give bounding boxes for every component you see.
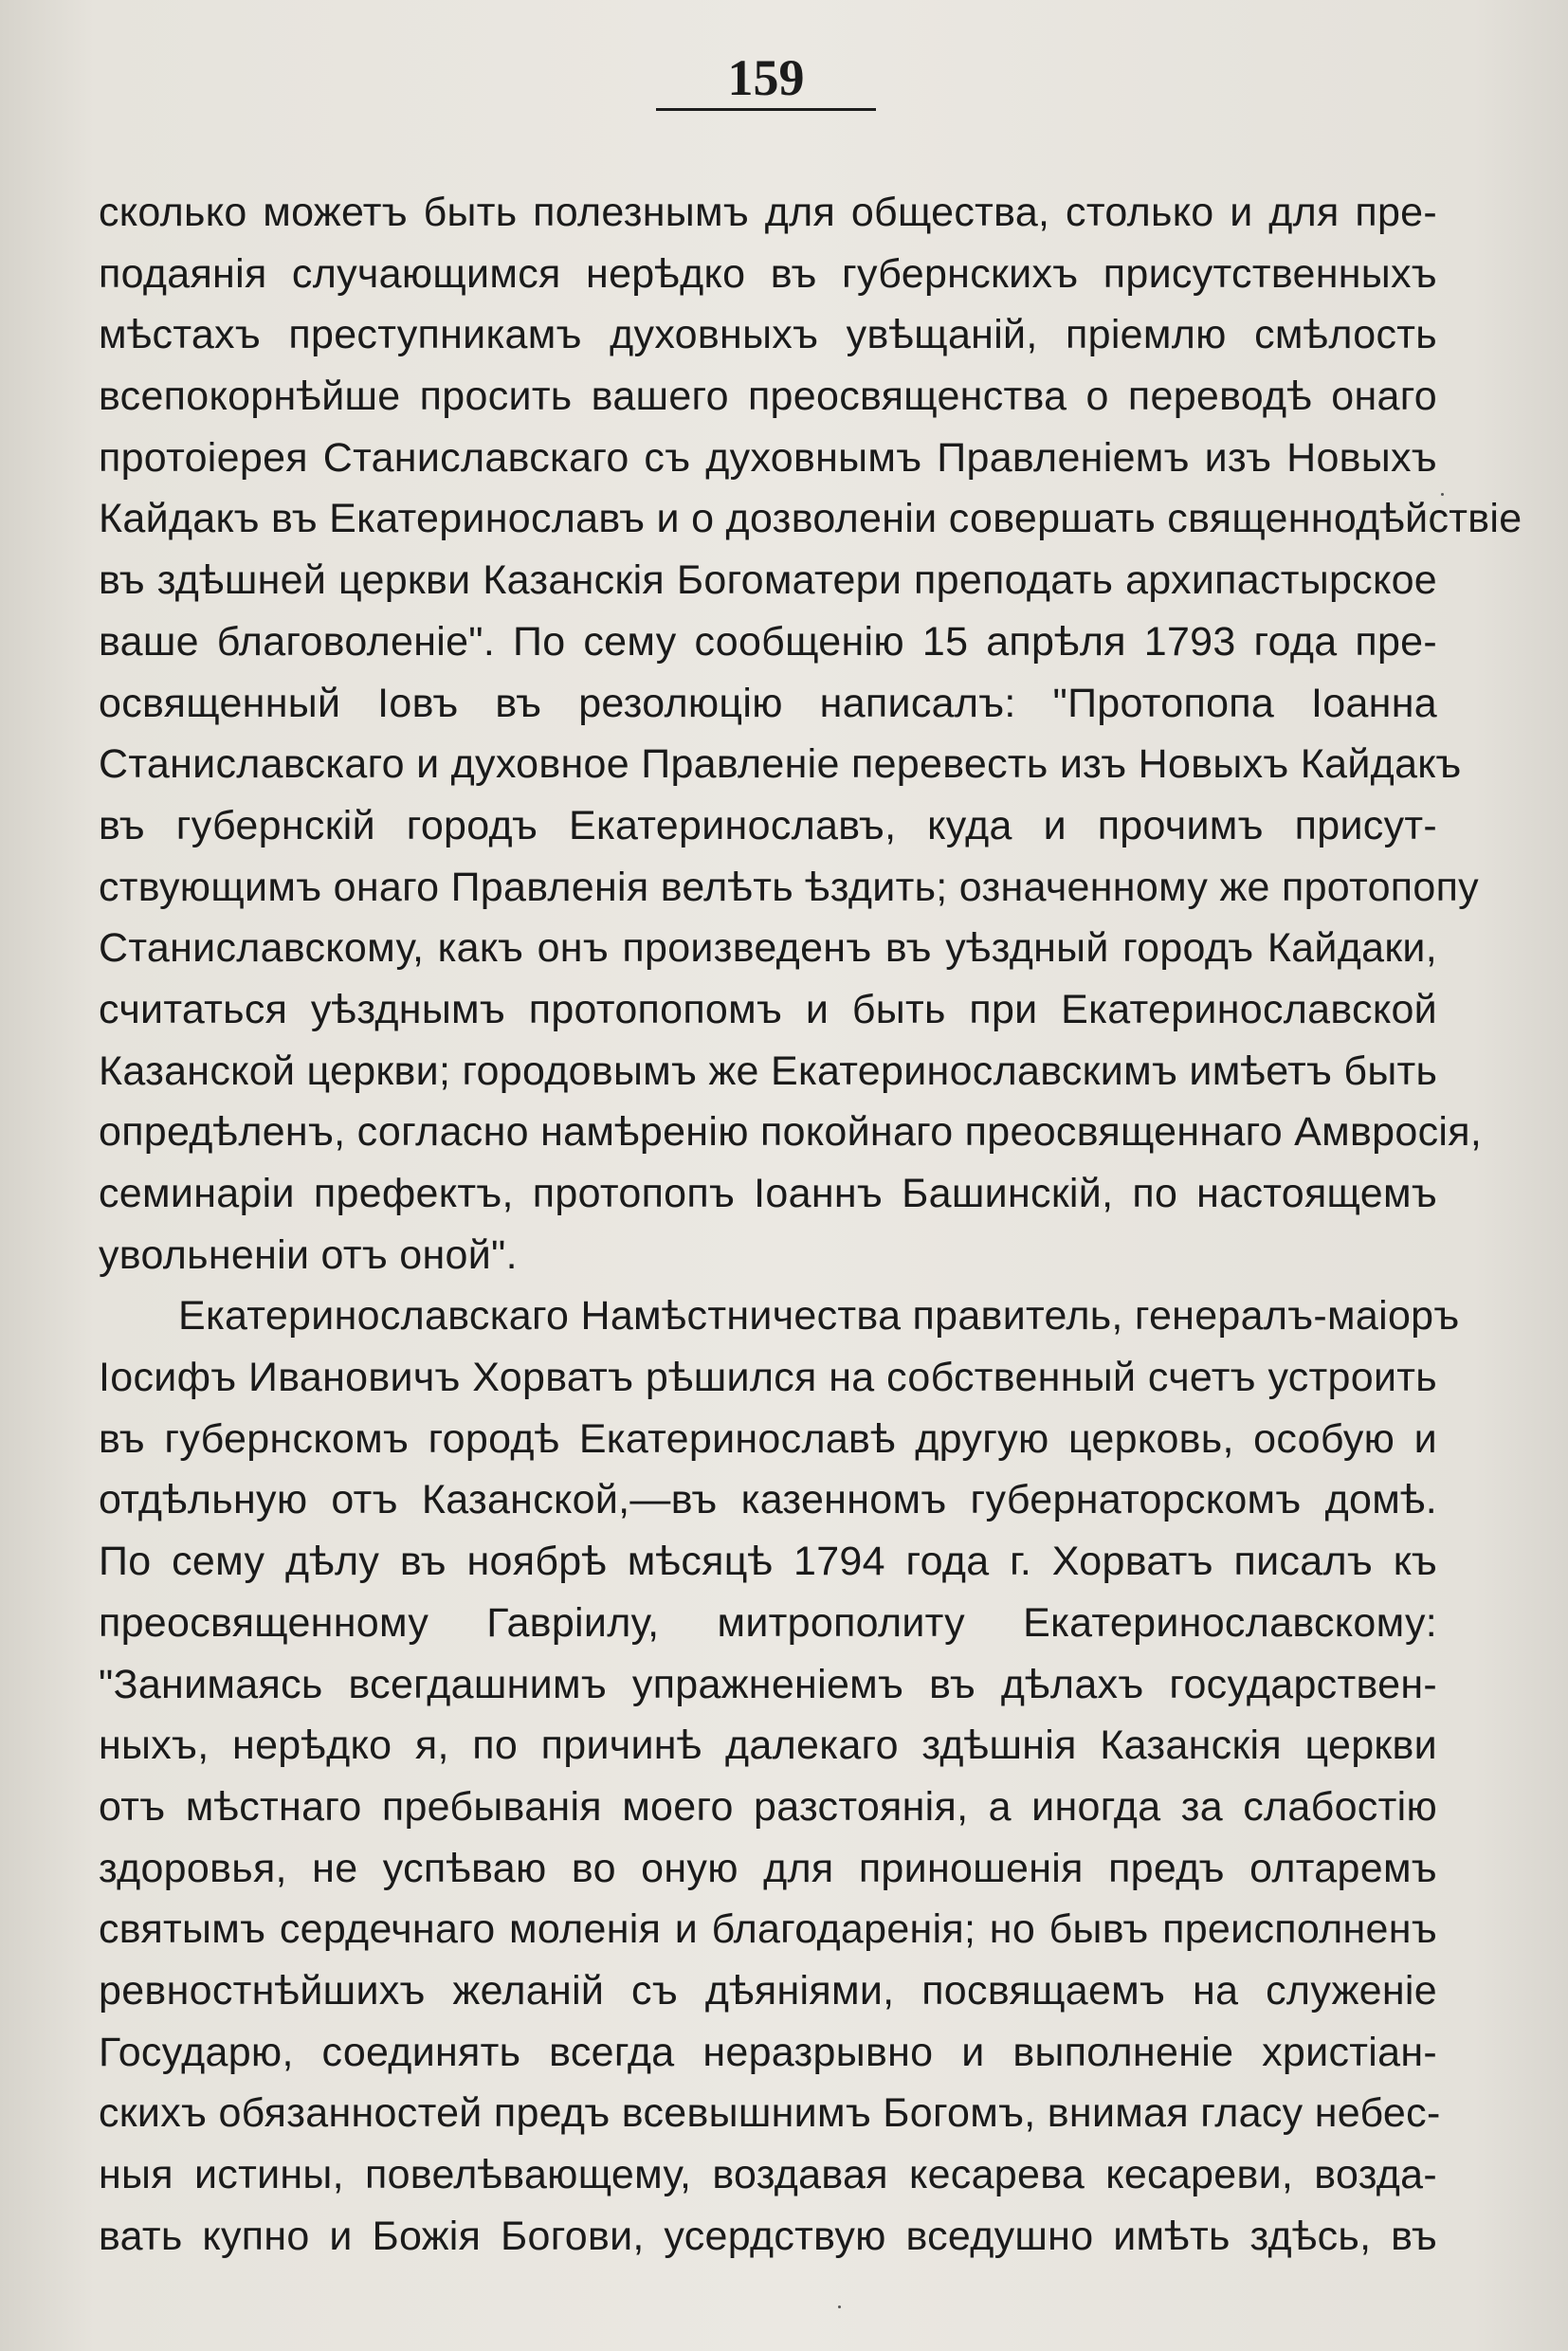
text-line: всепокорнѣйше просить вашего преосвященства о переводѣ онаго [99, 374, 1437, 420]
text-line: мѣстахъ преступникамъ духовныхъ увѣщаній, пріемлю смѣлость [99, 312, 1437, 358]
text-line: Государю, соединять всегда неразрывно и выполненіе христіан- [99, 2029, 1437, 2075]
text-line: ревностнѣйшихъ желаній съ дѣяніями, посвящаемъ на служеніе [99, 1967, 1437, 2014]
text-line: ствующимъ онаго Правленія велѣть ѣздить; означенному же протопопу [99, 864, 1479, 910]
page-number-rule [656, 108, 876, 111]
text-line: Станиславскому, какъ онъ произведенъ въ уѣздный городъ Кайдаки, [99, 925, 1437, 972]
text-line: вать купно и Божія Богови, усердствую вседушно имѣть здѣсь, въ [99, 2213, 1437, 2259]
text-line: освященный Іовъ въ резолюцію написалъ: "Протопопа Іоанна [99, 680, 1437, 726]
paper-speck [1441, 493, 1444, 496]
body-text [99, 182, 1522, 2267]
page-number: 159 [727, 49, 805, 106]
text-line: "Занимаясь всегдашнимъ упражненіемъ въ дѣлахъ государствен- [99, 1661, 1437, 1707]
text-line: Казанской церкви; городовымъ же Екатеринославскимъ имѣетъ быть [99, 1048, 1438, 1094]
text-line: По сему дѣлу въ ноябрѣ мѣсяцѣ 1794 года г. Хорватъ писалъ къ [99, 1539, 1437, 1585]
text-line: отъ мѣстнаго пребыванія моего разстоянія, а иногда за слабостію [99, 1783, 1437, 1830]
text-line-paragraph-start: Екатеринославскаго Намѣстничества правитель, генералъ-маіоръ [178, 1293, 1460, 1340]
text-line: Кайдакъ въ Екатеринославъ и о дозволеніи совершать священнодѣйствіе [99, 496, 1522, 542]
text-line: ныя истины, повелѣвающему, воздавая кесарева кесареви, возда- [99, 2152, 1437, 2197]
text-line: протоіерея Станиславскаго съ духовнымъ Правленіемъ изъ Новыхъ [99, 434, 1437, 481]
text-line: опредѣленъ, согласно намѣренію покойнаго преосвященнаго Амвросія, [99, 1109, 1483, 1156]
text-line: преосвященному Гавріилу, митрополиту Екатеринославскому: [99, 1599, 1437, 1646]
text-line: святымъ сердечнаго моленія и благодаренія; но бывъ преисполненъ [99, 1906, 1437, 1953]
text-line: въ здѣшней церкви Казанскія Богоматери преподать архипастырское [99, 557, 1437, 604]
text-line: сколько можетъ быть полезнымъ для общества, столько и для пре- [99, 190, 1437, 235]
text-line: семинаріи префектъ, протопопъ Іоаннъ Башинскій, по настоящемъ [99, 1171, 1437, 1216]
text-line: скихъ обязанностей предъ всевышнимъ Богомъ, внимая гласу небес- [99, 2090, 1441, 2137]
text-line: въ губернскомъ городѣ Екатеринославѣ другую церковь, особую и [99, 1415, 1437, 1462]
paper-speck [838, 2305, 841, 2308]
text-line: Станиславскаго и духовное Правленіе перевесть изъ Новыхъ Кайдакъ [99, 741, 1462, 788]
text-line: Іосифъ Ивановичъ Хорватъ рѣшился на собственный счетъ устроить [99, 1355, 1437, 1401]
text-line: ныхъ, нерѣдко я, по причинѣ далекаго здѣшнія Казанскія церкви [99, 1722, 1437, 1769]
text-line: отдѣльную отъ Казанской,—въ казенномъ губернаторскомъ домѣ. [99, 1477, 1437, 1523]
text-line-paragraph-end: увольненіи отъ оной". [99, 1231, 518, 1278]
text-line: въ губернскій городъ Екатеринославъ, куда и прочимъ присут- [99, 802, 1437, 848]
text-line: считаться уѣзднымъ протопопомъ и быть при Екатеринославской [99, 986, 1437, 1032]
text-line: ваше благоволеніе". По сему сообщенію 15 апрѣля 1793 года пре- [99, 618, 1437, 665]
text-line: подаянія случающимся нерѣдко въ губернскихъ присутственныхъ [99, 250, 1437, 297]
text-line: здоровья, не успѣваю во оную для приношенія предъ олтаремъ [99, 1845, 1437, 1891]
